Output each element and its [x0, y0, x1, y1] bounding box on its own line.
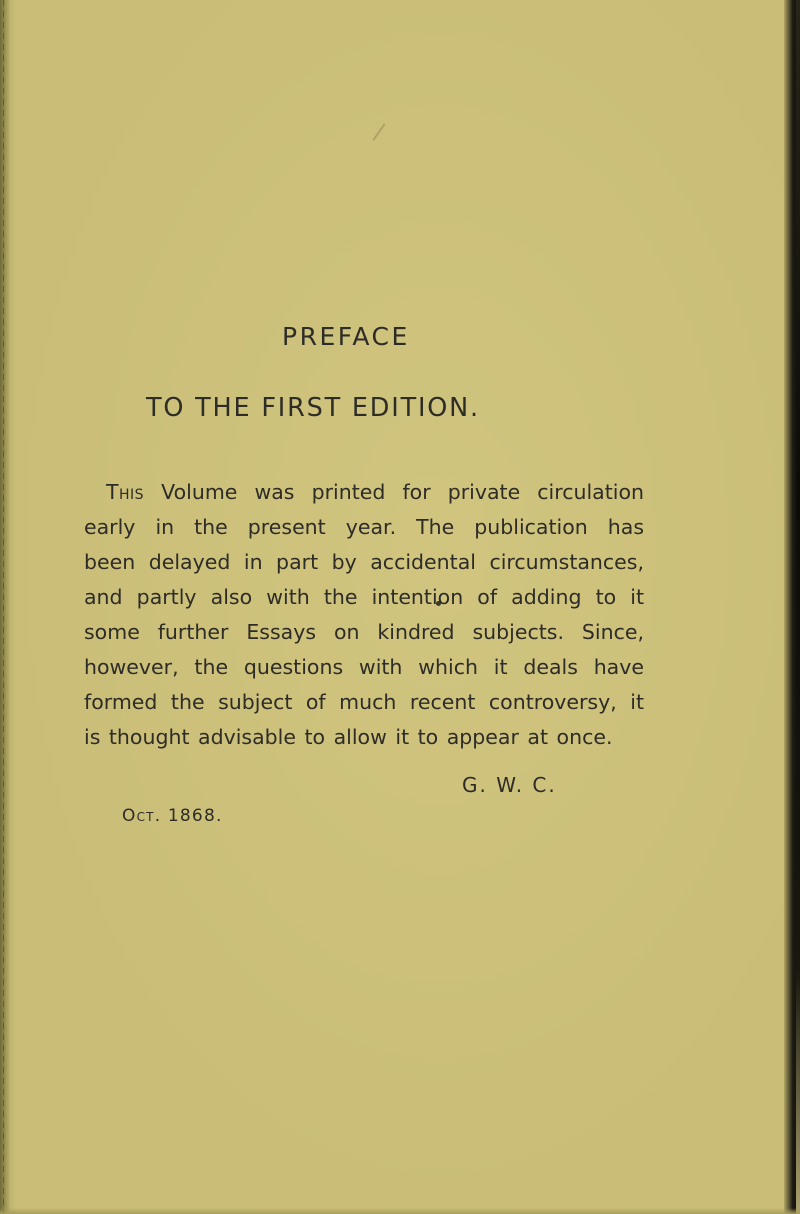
- page-right-edge: [796, 0, 800, 1214]
- paragraph-line: however, the questions with which it deals have: [84, 655, 644, 679]
- preface-date: Oct. 1868.: [122, 806, 223, 826]
- page-title: PREFACE: [282, 322, 410, 351]
- paragraph-line: formed the subject of much recent controversy, it: [84, 690, 644, 714]
- paragraph-line: some further Essays on kindred subjects. Since,: [84, 620, 644, 644]
- page-binding-edge: [0, 0, 10, 1214]
- paragraph-line: and partly also with the intention of adding to it: [84, 585, 644, 609]
- page-bottom-edge: [0, 1208, 800, 1214]
- paragraph-line: early in the present year. The publication has: [84, 515, 644, 539]
- paragraph-line: [106, 478, 644, 506]
- page-subtitle: TO THE FIRST EDITION.: [146, 393, 480, 423]
- paper-mark: [372, 123, 385, 141]
- paragraph-line: been delayed in part by accidental circumstances,: [84, 550, 644, 574]
- paragraph-line-text: Volume was printed for private circulation: [144, 480, 644, 504]
- paragraph-line: is thought advisable to allow it to appear at once.: [84, 725, 613, 749]
- paragraph-lead-word: This: [106, 480, 145, 504]
- author-initials: G. W. C.: [462, 773, 557, 797]
